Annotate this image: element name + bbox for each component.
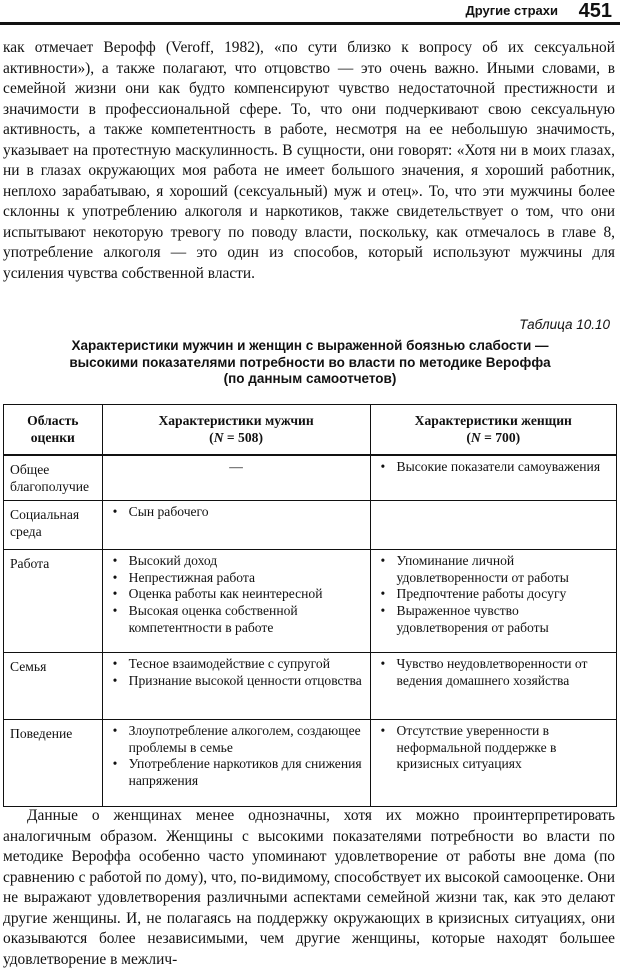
women-cell: [370, 501, 616, 550]
header-women: Характеристики женщин (N = 700): [370, 405, 616, 456]
table-header-row: [4, 405, 617, 456]
table-title-line: Характеристики мужчин и женщин с выраженной боязнью слабости —: [71, 338, 549, 353]
list-item: • Злоупотребление алкоголем, создающее проблемы в семье: [109, 723, 364, 756]
men-cell: [102, 550, 370, 653]
men-cell: [102, 720, 370, 807]
area-cell: Семья: [4, 653, 103, 720]
page-number: 451: [578, 0, 612, 22]
table-row: [4, 720, 617, 807]
list-item: • Отсутствие уверенности в неформальной поддержке в кризисных ситуациях: [377, 723, 610, 773]
women-cell: [370, 550, 616, 653]
list-item: • Высокий доход: [109, 553, 364, 570]
area-cell: Поведение: [4, 720, 103, 807]
list-item: • Непрестижная работа: [109, 570, 364, 587]
paragraph-intro: как отмечает Верофф (Veroff, 1982), «по сути близко к вопросу об их сексуальной активности»), а также полагают, что отцовство — это очень важно. Иными словами, в семейной жизни они как будто компенсируют чувство недостаточной престижности и значимости в профессиональной сфере. То, что они подчеркивают свою сексуальную активность, а также компетентность в работе, несмотря на ее небольшую значимость, указывает на протестную маскулинность. В сущности, они говорят: «Хотя ни в моих глазах, ни в глазах окружающих моя работа не имеет большого значения, я хороший работник, неплохо зарабатываю, я хороший (сексуальный) муж и отец». То, что эти мужчины более склонны к употреблению алкоголя и наркотиков, также свидетельствует о том, что они испытывают некоторую тревогу по поводу власти, поскольку, как отмечалось в главе 8, употребление алкоголя — это один из способов, который используют мужчины для усиления чувства собственной власти.: [3, 39, 615, 282]
list-item: • Высокие показатели самоуважения: [377, 459, 610, 476]
list-item: • Предпочтение работы досугу: [377, 586, 610, 603]
women-cell: [370, 455, 616, 501]
list-item: • Тесное взаимодействие с супругой: [109, 656, 364, 673]
area-cell: Социальная среда: [4, 501, 103, 550]
list-item: • Сын рабочего: [109, 504, 364, 521]
table-row: [4, 501, 617, 550]
paragraph-women: Данные о женщинах менее однозначны, хотя их можно проинтерпретировать аналогичным образом. Женщины с высокими показателями потребности во власти по методике Вероффа особенно часто упоминают удовлетворение от работы вне дома (по сравнению с работой по дому), что, по-видимому, способствует их высокой самооценке. Они не выражают удовлетворения различными аспектами семейной жизни так, как это делают другие женщины. И, не полагаясь на поддержку окружающих в кризисных ситуациях, они оказываются более независимыми, чем другие женщины, которые находят большее удовлетворение в межлич-: [3, 807, 615, 968]
list-item: • Выраженное чувство удовлетворения от работы: [377, 603, 610, 636]
men-cell: [102, 653, 370, 720]
table-row: [4, 455, 617, 501]
table-label: Таблица 10.10: [519, 317, 610, 332]
header-area: Область оценки: [4, 405, 103, 456]
women-cell: [370, 720, 616, 807]
list-item: • Употребление наркотиков для снижения напряжения: [109, 756, 364, 789]
table-title-line: высокими показателями потребности во власти по методике Вероффа: [69, 354, 551, 370]
area-cell: Работа: [4, 550, 103, 653]
list-item: • Признание высокой ценности отцовства: [109, 673, 364, 690]
area-cell: Общее благополучие: [4, 455, 103, 501]
list-item: • Оценка работы как неинтересной: [109, 586, 364, 603]
table-row: [4, 550, 617, 653]
men-cell: [102, 501, 370, 550]
characteristics-table: [3, 404, 617, 807]
table-row: [4, 653, 617, 720]
header-rule: [0, 22, 620, 25]
list-item: • Чувство неудовлетворенности от ведения домашнего хозяйства: [377, 656, 610, 689]
header-men: Характеристики мужчин (N = 508): [102, 405, 370, 456]
running-header: [0, 0, 620, 28]
table-title: [0, 338, 620, 388]
table-title-line: (по данным самоотчетов): [223, 371, 397, 386]
list-item: • Упоминание личной удовлетворенности от работы: [377, 553, 610, 586]
chapter-title: Другие страхи: [465, 3, 558, 18]
men-cell: [102, 455, 370, 501]
empty-dash: —: [229, 459, 243, 475]
list-item: • Высокая оценка собственной компетентности в работе: [109, 603, 364, 636]
women-cell: [370, 653, 616, 720]
